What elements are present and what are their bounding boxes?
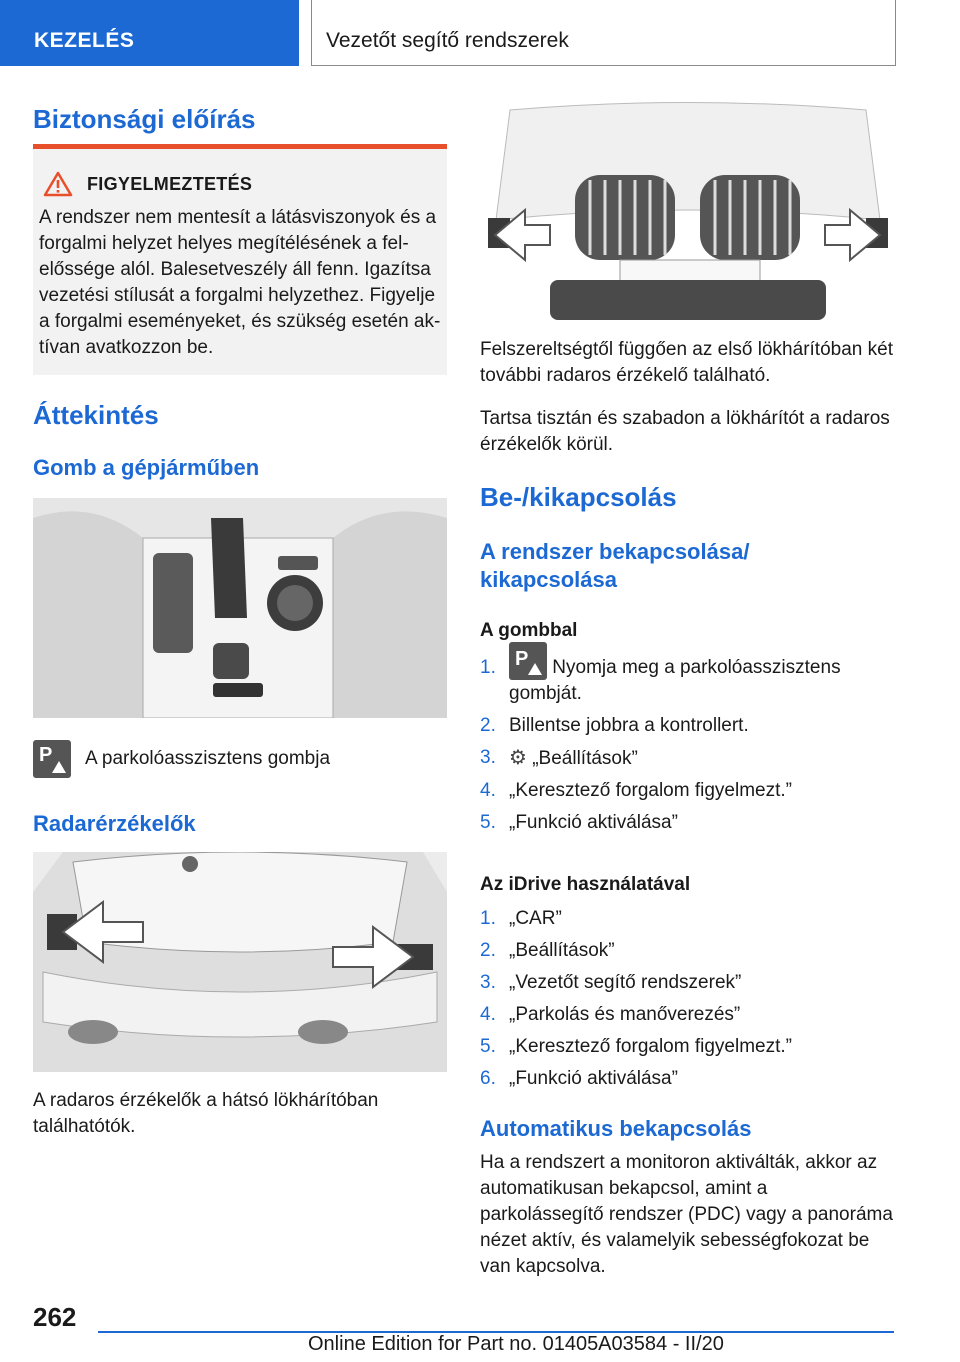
chapter-tab	[311, 0, 896, 66]
idrive-step-5	[480, 1034, 896, 1060]
auto-text: Ha a rendszert a monitoron aktiválták, akkor az automatikusan bekapcsol, amint a parkolássegítő rendszer (PDC) vagy a panoráma nézet aktív, és valamelyik sebességfokozat be van kapcsolva.	[480, 1152, 893, 1277]
warning-header	[43, 171, 252, 197]
button-caption-row	[33, 740, 330, 778]
button-heading: Gomb a gépjárműben	[33, 455, 260, 480]
section-tab	[0, 0, 299, 66]
button-caption: A parkolóasszisztens gombja	[85, 748, 331, 769]
step-text: „Parkolás és manőverezés”	[509, 1004, 741, 1025]
toggle-heading: A rendszer bekapcsolása/ kikapcsolása	[480, 539, 750, 592]
overview-heading: Áttekintés	[33, 400, 159, 430]
radar-heading: Radarérzékelők	[33, 811, 196, 836]
step-number: 4.	[480, 780, 496, 801]
with-idrive-heading: Az iDrive használatával	[480, 874, 691, 895]
section-label: KEZELÉS	[34, 29, 135, 52]
step-text: „CAR”	[509, 908, 562, 929]
step-number: 5.	[480, 1036, 496, 1057]
warning-icon	[43, 171, 73, 197]
gear-icon: ⚙	[509, 747, 527, 769]
idrive-step-2	[480, 938, 896, 964]
console-illustration	[33, 498, 447, 718]
step-number: 3.	[480, 747, 496, 768]
console-photo	[33, 498, 447, 718]
button-step-5	[480, 810, 896, 836]
step-text: „Keresztező forgalom figyelmezt.”	[509, 780, 792, 801]
button-step-4	[480, 778, 896, 804]
edition-text: Online Edition for Part no. 01405A03584 - II/20	[308, 1333, 724, 1355]
auto-heading: Automatikus bekapcsolás	[480, 1116, 752, 1141]
page-number: 262	[33, 1302, 77, 1332]
radar-caption: A radaros érzékelők a hátsó lökhárítóban találhatótók.	[33, 1090, 379, 1137]
rear-bumper-photo	[33, 852, 447, 1072]
step-number: 2.	[480, 940, 496, 961]
front-caption: Felszereltségtől függően az első lökhárítóban két további radaros érzékelő található.	[480, 339, 893, 386]
step-number: 6.	[480, 1068, 496, 1089]
step-text: Billentse jobbra a kontrollert.	[509, 715, 749, 736]
front-bumper-photo	[480, 100, 896, 325]
step-text: „Funkció aktiválása”	[509, 812, 678, 833]
parking-assistant-icon: P	[33, 740, 71, 778]
onoff-heading: Be-/kikapcsolás	[480, 482, 677, 512]
button-step-2	[480, 713, 896, 739]
step-number: 1.	[480, 657, 496, 678]
button-step-1	[480, 647, 896, 707]
step-text: „Beállítások”	[509, 940, 615, 961]
step-text: „Beállítások”	[526, 748, 638, 769]
rear-bumper-illustration	[33, 852, 447, 1072]
keep-clean-text: Tartsa tisztán és szabadon a lökhárítót a radaros érzékelők körül.	[480, 408, 890, 455]
chapter-label: Vezetőt segítő rendszerek	[326, 29, 569, 52]
parking-assistant-button-icon: P	[509, 642, 547, 680]
step-number: 2.	[480, 715, 496, 736]
step-text: „Vezetőt segítő rendszerek”	[509, 972, 742, 993]
step-number: 5.	[480, 812, 496, 833]
button-steps	[480, 647, 896, 842]
warning-title: FIGYELMEZTETÉS	[87, 173, 253, 194]
step-text: Nyomja meg a parkolóasszisztens gombját.	[509, 657, 841, 704]
step-text: „Funkció aktiválása”	[509, 1068, 678, 1089]
safety-heading: Biztonsági előírás	[33, 104, 256, 134]
step-number: 1.	[480, 908, 496, 929]
button-step-3	[480, 745, 896, 772]
with-button-heading: A gombbal	[480, 620, 578, 641]
idrive-step-3	[480, 970, 896, 996]
warning-text: A rendszer nem mentesít a látásviszonyok és a forgalmi helyzet helyes megítélésének a felelőssége alól. Balesetveszély áll fenn. Igazítsa vezetési stílusát a forgalmi helyzethez. Figyelje a forgalmi eseményeket, és szükség esetén aktívan avatkozzon be.	[39, 207, 441, 358]
warning-box	[33, 144, 447, 375]
idrive-steps	[480, 906, 896, 1098]
front-bumper-illustration	[480, 100, 896, 325]
idrive-step-4	[480, 1002, 896, 1028]
idrive-step-6	[480, 1066, 896, 1092]
step-number: 4.	[480, 1004, 496, 1025]
idrive-step-1	[480, 906, 896, 932]
step-number: 3.	[480, 972, 496, 993]
step-text: „Keresztező forgalom figyelmezt.”	[509, 1036, 792, 1057]
